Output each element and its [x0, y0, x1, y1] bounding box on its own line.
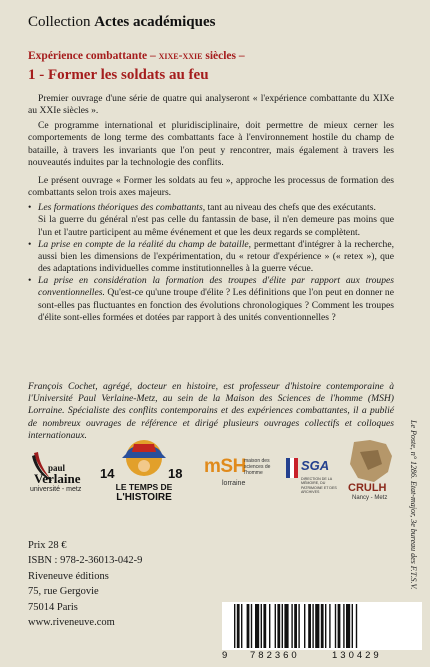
isbn: ISBN : 978-2-36013-042-9 — [28, 555, 143, 567]
barcode-bar — [329, 604, 330, 648]
publisher-city: 75014 Paris — [28, 601, 78, 613]
barcode-bar — [352, 604, 353, 648]
verlaine-paul: paul — [48, 463, 66, 473]
cruhl-map-icon — [348, 438, 396, 484]
collection-prefix: Collection — [28, 14, 91, 30]
barcode-bar — [261, 604, 262, 648]
barcode-bar — [321, 604, 324, 648]
item-text: Qu'est-ce qu'une troupe d'élite ? Les définitions que l'on peut en donner ne sont-elles pas fluctuantes en fonction des évolutions chronologiques ? Comment les troupes d'élite sont-elles formées et dotées par rapport à des unités conventionnelles ? — [38, 287, 394, 323]
subtitle-centuries: xixe-xxie — [158, 50, 203, 62]
axes-list — [28, 202, 394, 324]
item-emphasis: La prise en considération la formation des troupes d'élite par rapport aux troupes conventionnelles. — [38, 275, 394, 299]
verlaine-sub: université - metz — [30, 486, 82, 493]
temps-year-a: 14 — [100, 466, 115, 481]
barcode-bar — [277, 604, 280, 648]
barcode-bar — [343, 604, 344, 648]
barcode-digit-lead: 9 — [222, 650, 228, 661]
barcode-bar — [269, 604, 270, 648]
flag-icon — [286, 458, 298, 478]
verlaine-logo — [28, 450, 94, 500]
barcode-bar — [251, 604, 252, 648]
barcode-bar — [234, 604, 235, 648]
book-title: 1 - Former les soldats au feu — [28, 67, 209, 83]
paragraph: Premier ouvrage d'une série de quatre qui analyseront « l'expérience combattante du XIXe au XXIe siècles ». — [28, 93, 394, 117]
price: Prix 28 € — [28, 540, 67, 551]
list-item — [28, 202, 394, 214]
temps-line2: L'HISTOIRE — [116, 492, 172, 503]
barcode-bar — [294, 604, 297, 648]
item-emphasis: La prise en compte de la réalité du champ de bataille — [38, 238, 249, 250]
barcode-bars — [222, 602, 422, 650]
publisher-website[interactable]: www.riveneuve.com — [28, 617, 115, 629]
cruhl-mark: CRULH — [348, 482, 387, 494]
publisher-street: 75, rue Gergovie — [28, 586, 99, 598]
barcode-bar — [335, 604, 336, 648]
verlaine-name: Verlaine — [34, 471, 81, 486]
publication-info — [28, 538, 142, 630]
collection-name: Actes académiques — [94, 14, 216, 30]
barcode-bar — [356, 604, 357, 648]
msh-mark: mSH — [204, 456, 246, 477]
barcode-bar — [312, 604, 313, 648]
list-item — [28, 239, 394, 275]
msh-sub: lorraine — [222, 480, 246, 487]
barcode — [222, 602, 422, 660]
barcode-digits-left: 782360 — [250, 650, 300, 661]
barcode-bar — [346, 604, 350, 648]
msh-desc: maison des sciences de l'homme — [244, 458, 271, 476]
temps-year-b: 18 — [168, 466, 183, 481]
barcode-bar — [284, 604, 288, 648]
item-text: , permettant d'intégrer à la recherche, aussi bien les dimensions de l'expérimentation, du « retour d'expérience » (« retex »), que des adaptations individuelles comme institutionnelles à la guerre vécue. — [38, 238, 394, 275]
barcode-bar — [282, 604, 283, 648]
partner-logos — [28, 436, 398, 511]
barcode-bar — [304, 604, 305, 648]
side-credit: Le Poste, n° 1286. Etat-major, 3e bureau des F.T.S.V. — [409, 420, 418, 590]
series-subtitle — [28, 50, 245, 62]
list-item — [28, 275, 394, 324]
barcode-bar — [247, 604, 250, 648]
item-continuation: Si la guerre du général n'est pas celle du fantassin de base, il n'en demeure pas moins que l'un et l'autre participent au même événement et que les deux regards se complètent. — [38, 214, 394, 238]
barcode-bar — [338, 604, 341, 648]
barcode-bar — [308, 604, 311, 648]
summary-text — [28, 93, 394, 324]
barcode-bar — [325, 604, 326, 648]
barcode-bar — [315, 604, 319, 648]
barcode-digits-right: 130429 — [332, 650, 382, 661]
item-text: , tant au niveau des chefs que des exécutants. — [202, 202, 376, 214]
collection-line — [28, 14, 215, 31]
temps-histoire-logo — [94, 436, 194, 508]
barcode-bar — [291, 604, 292, 648]
subtitle-part: siècles – — [202, 50, 245, 62]
barcode-bar — [237, 604, 240, 648]
paragraph: Ce programme international et pluridisciplinaire, doit permettre de mieux cerner les comportements de long terme des combattants face à l'environnement hostile du champ de bataille, à travers les invariants que l'on peut y rencontrer, mais également à travers les nouveautés induites par la technologie des conflits. — [28, 120, 394, 168]
temps-line1: LE TEMPS DE — [115, 482, 173, 492]
barcode-bar — [275, 604, 276, 648]
publisher: Riveneuve éditions — [28, 570, 109, 582]
barcode-bar — [255, 604, 259, 648]
subtitle-part: Expérience combattante – — [28, 50, 159, 62]
paragraph: Le présent ouvrage « Former les soldats au feu », approche les processus de formation des combattants selon trois axes majeurs. — [28, 174, 394, 199]
barcode-bar — [263, 604, 266, 648]
cruhl-logo — [348, 438, 398, 508]
barcode-bar — [241, 604, 242, 648]
cruhl-sub: Nancy - Metz — [352, 495, 388, 501]
author-bio: François Cochet, agrégé, docteur en histoire, est professeur d'histoire contemporaine à l'Université Paul Verlaine-Metz, au sein de la Maison des Sciences de l'homme (MSH) Lorraine. Spécialiste des conflits contemporains et des expériences combattantes, il a publié de nombreux ouvrages de référence et dirigé plusieurs ouvrages collectifs et colloques internationaux. — [28, 381, 394, 441]
sga-mark: SGA — [301, 458, 330, 473]
msh-logo — [204, 456, 284, 496]
item-emphasis: Les formations théoriques des combattants — [38, 202, 203, 214]
barcode-bar — [298, 604, 299, 648]
sga-logo — [286, 458, 342, 498]
sga-desc: DIRECTION DE LA MÉMOIRE, DU PATRIMOINE ET DES ARCHIVES — [301, 477, 337, 494]
